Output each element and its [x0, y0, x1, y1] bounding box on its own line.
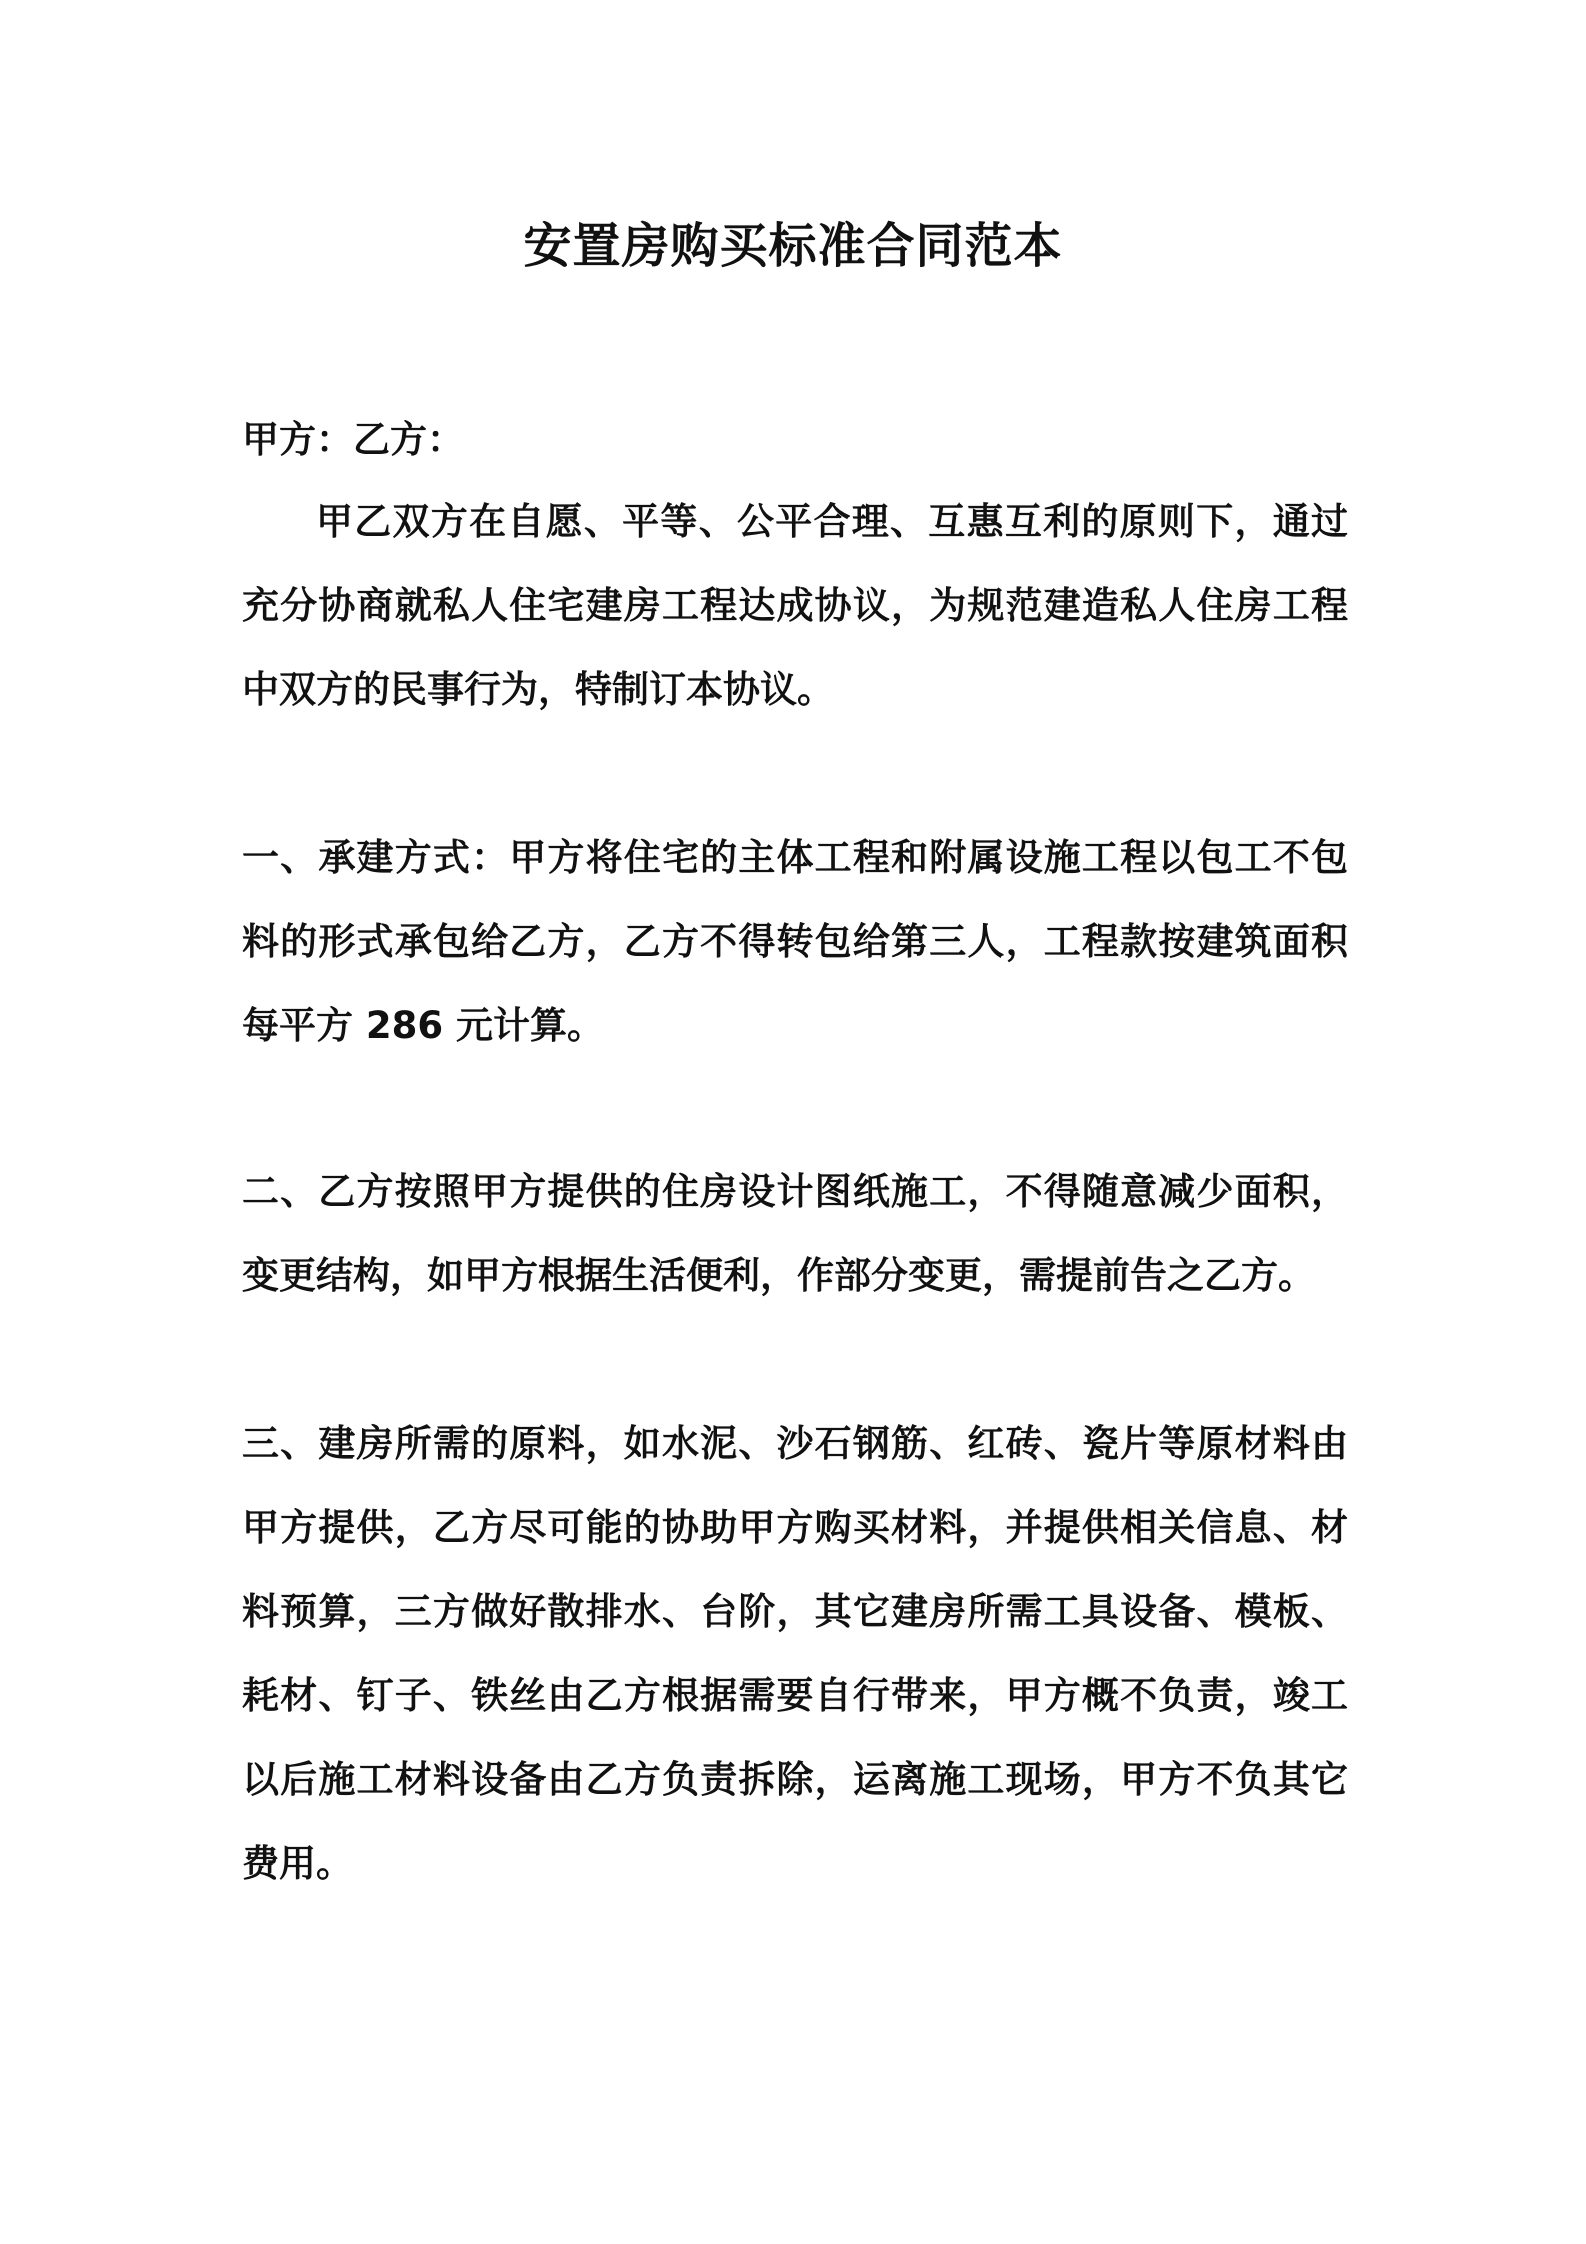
document-title: 安置房购买标准合同范本 — [523, 218, 1063, 274]
parties-line: 甲方：乙方： — [242, 418, 464, 461]
intro-paragraph: 甲乙双方在自愿、平等、公平合理、互惠互利的原则下，通过充分协商就私人住宅建房工程达成协议，为规范建造私人住房工程中双方的民事行为，特制订本协议。 — [242, 500, 1348, 711]
clause-1-paragraph: 一、承建方式：甲方将住宅的主体工程和附属设施工程以包工不包料的形式承包给乙方，乙方不得转包给第三人，工程款按建筑面积每平方 286 元计算。 — [242, 836, 1348, 1047]
clause-3-paragraph: 三、建房所需的原料，如水泥、沙石钢筋、红砖、瓷片等原材料由甲方提供，乙方尽可能的协助甲方购买材料，并提供相关信息、材料预算，三方做好散排水、台阶，其它建房所需工具设备、模板、耗材、钉子、铁丝由乙方根据需要自行带来，甲方概不负责，竣工以后施工材料设备由乙方负责拆除，运离施工现场，甲方不负其它费用。 — [242, 1422, 1348, 1885]
clause-2-paragraph: 二、乙方按照甲方提供的住房设计图纸施工，不得随意减少面积，变更结构，如甲方根据生活便利，作部分变更，需提前告之乙方。 — [242, 1170, 1348, 1297]
